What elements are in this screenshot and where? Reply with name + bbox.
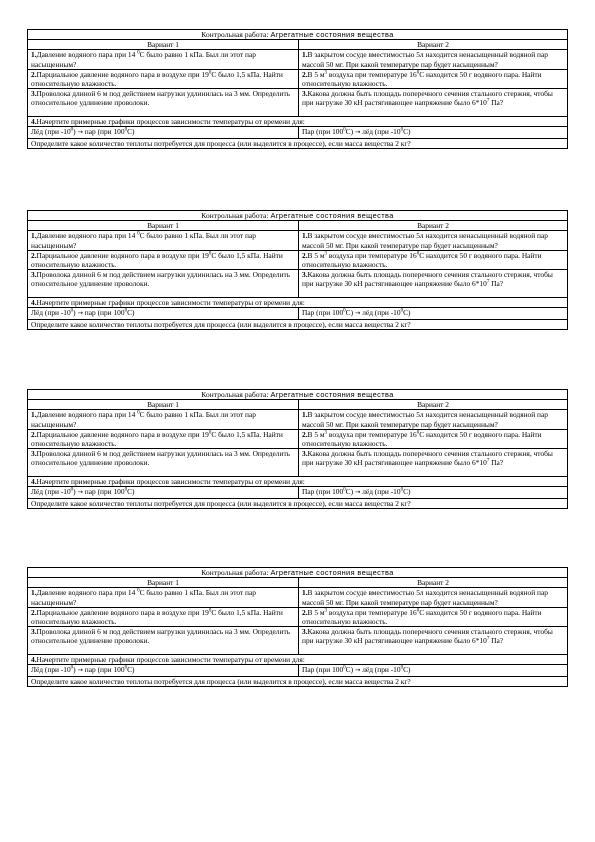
question-number: 3. (31, 449, 37, 459)
process-text: С) (127, 308, 135, 318)
superscript: 0 (70, 127, 74, 133)
process-text: пар (при 100 (82, 308, 125, 318)
question-number: 3. (31, 89, 37, 99)
question-text: Какова должна быть площадь поперечного сечения стального стержня, чтобы при нагрузке 30 кН растягивающее напряжение было 6*10 (302, 449, 553, 468)
question-text: Какова должна быть площадь поперечного сечения стального стержня, чтобы при нагрузке 30 кН растягивающее напряжение было 6*10 (302, 627, 553, 646)
question-number: 1. (31, 50, 37, 60)
arrow-right-icon: → (354, 666, 361, 675)
question-number: 4. (31, 655, 37, 665)
arrow-right-icon: → (354, 309, 361, 318)
question-footer: Определите какое количество теплоты потребуется для процесса (или выделится в процессе), если масса вещества 2 кг? (28, 138, 568, 148)
question-text: Проволока длиной 6 м под действием нагрузки удлинилась на 3 мм. Определить относительное удлинение проволоки. (31, 627, 291, 646)
v1-question-2 (28, 69, 299, 88)
question-text: С было равно 1 кПа. Был ли этот пар насыщенным? (31, 410, 256, 429)
question-text: Давление водяного пара при 14 (36, 588, 138, 598)
question-number: 2. (31, 250, 37, 260)
arrow-right-icon: → (77, 666, 83, 675)
variant-1-header: Вариант 1 (28, 221, 299, 231)
question-text: Парциальное давление водяного пара в воздухе при 19 (36, 607, 209, 617)
test-card (27, 389, 567, 509)
variant-1-header: Вариант 1 (28, 578, 299, 588)
process-text: С) (127, 665, 135, 675)
question-text: Па? (489, 98, 504, 108)
question-text: В 5 м (307, 250, 325, 260)
v2-question-1 (299, 50, 568, 69)
question-4 (28, 117, 568, 127)
question-text: С было равно 1 кПа. Был ли этот пар насыщенным? (31, 588, 256, 607)
superscript: 0 (343, 127, 346, 133)
variant-1-header: Вариант 1 (28, 400, 299, 410)
v1-question-3 (28, 627, 299, 655)
superscript: 0 (124, 127, 128, 133)
question-text: Давление водяного пара при 14 (36, 50, 138, 60)
test-table (27, 29, 568, 149)
process-text: пар (при 100 (82, 487, 125, 497)
superscript: 0 (208, 251, 212, 257)
question-text: воздуха при температуре 16 (327, 250, 417, 260)
v1-process (28, 665, 299, 676)
question-number: 2. (302, 607, 308, 617)
v1-question-1 (28, 588, 299, 607)
superscript: 0 (137, 50, 140, 56)
process-text: лёд (при -10 (360, 665, 401, 675)
v2-process (299, 127, 568, 138)
superscript: 3 (324, 608, 328, 614)
v2-question-2 (299, 607, 568, 626)
variant-2-header: Вариант 2 (299, 40, 568, 50)
process-text: лёд (при -10 (360, 308, 401, 318)
arrow-right-icon: → (77, 128, 83, 137)
process-text: С) (403, 665, 411, 675)
question-text: Какова должна быть площадь поперечного сечения стального стержня, чтобы при нагрузке 30 кН растягивающее напряжение было 6*10 (302, 89, 553, 108)
v1-process (28, 127, 299, 138)
v1-question-2 (28, 429, 299, 448)
question-text: воздуха при температуре 16 (327, 607, 417, 617)
question-number: 2. (302, 429, 308, 439)
process-text: С) (345, 487, 355, 497)
test-title-topic: Агрегатные состояния вещества (270, 211, 394, 220)
superscript: 0 (137, 410, 140, 416)
question-text: В закрытом сосуде вместимостью 5л находится ненасыщенный водяной пар массой 50 мг. При какой температуре пар будет насыщенным? (302, 588, 548, 607)
v1-question-3 (28, 270, 299, 298)
v2-process (299, 665, 568, 676)
arrow-right-icon: → (77, 309, 83, 318)
question-text: С было 1,5 кПа. Найти относительную влажность. (31, 69, 283, 89)
superscript: 7 (486, 636, 490, 642)
process-text: ) (73, 487, 78, 497)
variant-2-header: Вариант 2 (299, 221, 568, 231)
question-text: воздуха при температуре 16 (327, 429, 417, 439)
test-title (28, 390, 568, 400)
superscript: 0 (416, 251, 420, 257)
process-text: С) (345, 127, 355, 137)
test-card (27, 567, 567, 687)
arrow-right-icon: → (354, 488, 361, 497)
superscript: 7 (486, 279, 490, 285)
question-footer: Определите какое количество теплоты потребуется для процесса (или выделится в процессе), если масса вещества 2 кг? (28, 676, 568, 686)
superscript: 0 (137, 231, 140, 237)
question-text: Парциальное давление водяного пара в воздухе при 19 (36, 69, 209, 79)
superscript: 3 (324, 430, 328, 436)
question-text: Начертите примерные графики процессов зависимости температуры от времени для: (36, 655, 305, 665)
process-text: С) (127, 127, 135, 137)
question-text: Проволока длиной 6 м под действием нагрузки удлинилась на 3 мм. Определить относительное удлинение проволоки. (31, 270, 291, 289)
process-text: С) (127, 487, 135, 497)
test-card (27, 210, 567, 330)
v1-question-1 (28, 50, 299, 69)
question-text: В закрытом сосуде вместимостью 5л находится ненасыщенный водяной пар массой 50 мг. При какой температуре пар будет насыщенным? (302, 50, 548, 69)
question-text: В закрытом сосуде вместимостью 5л находится ненасыщенный водяной пар массой 50 мг. При какой температуре пар будет насыщенным? (302, 231, 548, 250)
process-text: Лёд (при -10 (31, 665, 71, 675)
question-text: В закрытом сосуде вместимостью 5л находится ненасыщенный водяной пар массой 50 мг. При какой температуре пар будет насыщенным? (302, 410, 548, 429)
superscript: 0 (416, 608, 420, 614)
v2-question-1 (299, 231, 568, 250)
superscript: 0 (137, 588, 140, 594)
question-footer: Определите какое количество теплоты потребуется для процесса (или выделится в процессе), если масса вещества 2 кг? (28, 319, 568, 329)
superscript: 0 (208, 430, 212, 436)
superscript: 0 (208, 70, 212, 76)
question-number: 2. (302, 69, 308, 79)
superscript: 0 (70, 487, 74, 493)
process-text: лёд (при -10 (360, 127, 401, 137)
question-number: 1. (302, 231, 308, 241)
superscript: 0 (400, 308, 404, 314)
question-4 (28, 298, 568, 308)
question-text: воздуха при температуре 16 (327, 69, 417, 79)
process-text: Пар (при 100 (302, 308, 344, 318)
question-number: 2. (31, 607, 37, 617)
question-number: 1. (302, 50, 308, 60)
v2-question-1 (299, 410, 568, 429)
v2-question-2 (299, 69, 568, 88)
test-title (28, 211, 568, 221)
process-text: пар (при 100 (82, 665, 125, 675)
test-title-topic: Агрегатные состояния вещества (270, 30, 394, 39)
question-text: Давление водяного пара при 14 (36, 231, 138, 241)
question-number: 3. (302, 449, 308, 459)
superscript: 0 (416, 70, 420, 76)
arrow-right-icon: → (354, 128, 361, 137)
superscript: 3 (324, 70, 328, 76)
question-number: 3. (31, 627, 37, 637)
v1-process (28, 308, 299, 319)
process-text: С) (345, 308, 355, 318)
superscript: 7 (486, 98, 490, 104)
question-number: 1. (31, 410, 37, 420)
superscript: 0 (416, 430, 420, 436)
process-text: Лёд (при -10 (31, 487, 71, 497)
process-text: Пар (при 100 (302, 487, 344, 497)
question-text: Какова должна быть площадь поперечного сечения стального стержня, чтобы при нагрузке 30 кН растягивающее напряжение было 6*10 (302, 270, 553, 289)
superscript: 0 (343, 487, 346, 493)
question-text: С находится 50 г водяного пара. Найти относительную влажность. (302, 250, 542, 270)
process-text: Пар (при 100 (302, 127, 344, 137)
process-text: пар (при 100 (82, 127, 125, 137)
process-text: ) (73, 127, 78, 137)
variant-1-header: Вариант 1 (28, 40, 299, 50)
test-title-label: Контрольная работа: (201, 30, 269, 39)
question-4 (28, 477, 568, 487)
test-title (28, 568, 568, 578)
question-number: 2. (31, 429, 37, 439)
v1-question-1 (28, 410, 299, 429)
v2-question-3 (299, 449, 568, 477)
v1-question-3 (28, 449, 299, 477)
test-title (28, 30, 568, 40)
variant-2-header: Вариант 2 (299, 578, 568, 588)
question-text: С было 1,5 кПа. Найти относительную влажность. (31, 429, 283, 449)
question-number: 3. (302, 627, 308, 637)
test-table (27, 567, 568, 687)
superscript: 3 (324, 251, 328, 257)
process-text: С) (403, 487, 411, 497)
question-text: С находится 50 г водяного пара. Найти относительную влажность. (302, 429, 542, 449)
v2-process (299, 308, 568, 319)
process-text: ) (73, 308, 78, 318)
v1-question-3 (28, 89, 299, 117)
question-number: 3. (302, 89, 308, 99)
test-title-label: Контрольная работа: (201, 568, 269, 577)
variant-2-header: Вариант 2 (299, 400, 568, 410)
question-text: Начертите примерные графики процессов зависимости температуры от времени для: (36, 117, 305, 127)
test-table (27, 210, 568, 330)
superscript: 0 (124, 308, 128, 314)
superscript: 0 (343, 665, 346, 671)
v1-question-2 (28, 250, 299, 269)
test-title-label: Контрольная работа: (201, 211, 269, 220)
test-title-label: Контрольная работа: (201, 390, 269, 399)
question-number: 1. (302, 588, 308, 598)
question-text: Па? (489, 279, 504, 289)
question-number: 1. (31, 588, 37, 598)
question-4 (28, 655, 568, 665)
superscript: 0 (400, 127, 404, 133)
v2-question-3 (299, 89, 568, 117)
v1-process (28, 487, 299, 498)
process-text: ) (73, 665, 78, 675)
process-text: С) (345, 665, 355, 675)
test-table (27, 389, 568, 509)
question-text: Па? (489, 636, 504, 646)
question-number: 4. (31, 298, 37, 308)
v1-question-1 (28, 231, 299, 250)
question-number: 1. (302, 410, 308, 420)
test-card (27, 29, 567, 149)
question-text: Па? (489, 458, 504, 468)
superscript: 0 (70, 308, 74, 314)
v2-question-1 (299, 588, 568, 607)
arrow-right-icon: → (77, 488, 83, 497)
question-text: В 5 м (307, 69, 325, 79)
test-title-topic: Агрегатные состояния вещества (270, 390, 394, 399)
process-text: С) (403, 127, 411, 137)
question-number: 2. (302, 250, 308, 260)
question-text: Проволока длиной 6 м под действием нагрузки удлинилась на 3 мм. Определить относительное удлинение проволоки. (31, 449, 291, 468)
superscript: 7 (486, 458, 490, 464)
question-footer: Определите какое количество теплоты потребуется для процесса (или выделится в процессе), если масса вещества 2 кг? (28, 498, 568, 508)
superscript: 0 (124, 487, 128, 493)
question-number: 2. (31, 69, 37, 79)
question-text: Начертите примерные графики процессов зависимости температуры от времени для: (36, 477, 305, 487)
superscript: 0 (343, 308, 346, 314)
question-text: Проволока длиной 6 м под действием нагрузки удлинилась на 3 мм. Определить относительное удлинение проволоки. (31, 89, 291, 108)
question-text: Начертите примерные графики процессов зависимости температуры от времени для: (36, 298, 305, 308)
v2-question-2 (299, 250, 568, 269)
question-number: 3. (31, 270, 37, 280)
question-text: Давление водяного пара при 14 (36, 410, 138, 420)
question-number: 3. (302, 270, 308, 280)
superscript: 0 (70, 665, 74, 671)
process-text: Лёд (при -10 (31, 127, 71, 137)
question-text: С находится 50 г водяного пара. Найти относительную влажность. (302, 69, 542, 89)
question-text: С было равно 1 кПа. Был ли этот пар насыщенным? (31, 50, 256, 69)
question-text: Парциальное давление водяного пара в воздухе при 19 (36, 429, 209, 439)
process-text: С) (403, 308, 411, 318)
v2-question-2 (299, 429, 568, 448)
process-text: лёд (при -10 (360, 487, 401, 497)
superscript: 0 (124, 665, 128, 671)
question-text: С находится 50 г водяного пара. Найти относительную влажность. (302, 607, 542, 627)
question-text: С было 1,5 кПа. Найти относительную влажность. (31, 250, 283, 270)
process-text: Пар (при 100 (302, 665, 344, 675)
question-text: Парциальное давление водяного пара в воздухе при 19 (36, 250, 209, 260)
superscript: 0 (400, 487, 404, 493)
superscript: 0 (400, 665, 404, 671)
question-text: В 5 м (307, 429, 325, 439)
process-text: Лёд (при -10 (31, 308, 71, 318)
question-text: В 5 м (307, 607, 325, 617)
question-number: 4. (31, 477, 37, 487)
question-number: 4. (31, 117, 37, 127)
superscript: 0 (208, 608, 212, 614)
v2-question-3 (299, 270, 568, 298)
question-number: 1. (31, 231, 37, 241)
question-text: С было 1,5 кПа. Найти относительную влажность. (31, 607, 283, 627)
v2-question-3 (299, 627, 568, 655)
v2-process (299, 487, 568, 498)
test-title-topic: Агрегатные состояния вещества (270, 568, 394, 577)
v1-question-2 (28, 607, 299, 626)
question-text: С было равно 1 кПа. Был ли этот пар насыщенным? (31, 231, 256, 250)
